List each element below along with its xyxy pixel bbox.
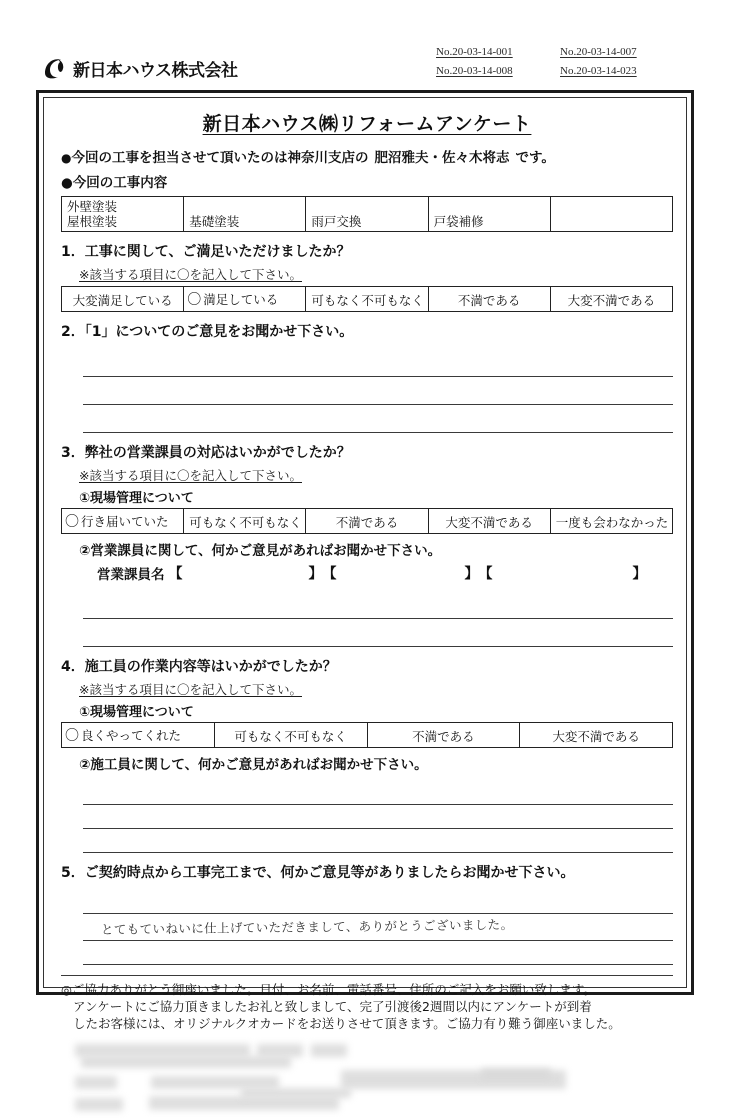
sales-staff-name-field[interactable] xyxy=(169,563,323,583)
work-content-cell xyxy=(428,197,550,232)
circle-mark-icon: 〇 xyxy=(187,293,202,308)
circle-mark-icon: 〇 xyxy=(65,515,79,530)
bullet-icon: ● xyxy=(61,151,72,165)
bracket-open: 【 xyxy=(478,566,493,582)
question-3-heading: 3．弊社の営業課員の対応はいかがでしたか？ xyxy=(61,445,351,461)
question-4-heading: 4．施工員の作業内容等はいかがでしたか？ xyxy=(61,659,337,675)
redaction-block xyxy=(481,1068,551,1080)
sales-staff-name-label: 営業課員名 xyxy=(97,567,165,583)
q1-option[interactable] xyxy=(62,287,184,312)
question-3-options-table xyxy=(61,508,673,534)
redaction-block xyxy=(241,1088,351,1098)
question-3-sub2-heading: ②営業課員に関して、何かご意見があればお聞かせ下さい。 xyxy=(79,543,442,559)
q1-option[interactable] xyxy=(550,287,672,312)
company-logo xyxy=(42,55,238,81)
intro-text-before: 今回の工事を担当させて頂いたのは神奈川支店の xyxy=(71,150,369,166)
question-1-options-table xyxy=(61,286,673,312)
circle-mark-icon: 〇 xyxy=(65,729,79,744)
q4-option-label: 可もなく不可もなく xyxy=(234,729,347,744)
answer-line[interactable] xyxy=(83,890,673,914)
redaction-block xyxy=(75,1098,123,1111)
q1-option[interactable] xyxy=(428,287,550,312)
q3-option-label: 一度も会わなかった xyxy=(555,515,669,530)
q3-option[interactable] xyxy=(550,509,672,534)
answer-line[interactable] xyxy=(83,405,673,433)
work-cell-line2: 基礎塗装 xyxy=(189,214,240,229)
question-4-note: ※該当する項目に〇を記入して下さい。 xyxy=(79,682,302,697)
redaction-block xyxy=(75,1076,117,1089)
sales-staff-name-field[interactable] xyxy=(479,563,647,583)
q1-option-label: 可もなく不可もなく xyxy=(311,293,424,308)
answer-line[interactable] xyxy=(83,377,673,405)
question-2-answer-area[interactable] xyxy=(83,349,673,433)
work-cell-line1: 外壁塗装 xyxy=(67,199,118,214)
redaction-block xyxy=(81,1056,291,1068)
redaction-block xyxy=(149,1096,339,1110)
answer-line[interactable] xyxy=(83,941,673,965)
work-content-table xyxy=(61,196,673,232)
q1-option-selected[interactable] xyxy=(184,287,306,312)
work-content-cell xyxy=(306,197,428,232)
q4-option[interactable] xyxy=(367,723,520,748)
q3-option[interactable] xyxy=(428,509,550,534)
bracket-close: 】 xyxy=(632,566,647,582)
notice-line-1: ◎ご協力ありがとう御座いました。日付、お名前、電話番号、住所のご記入をお願い致します。 xyxy=(61,982,596,997)
question-5-answer-area[interactable] xyxy=(83,890,673,965)
q3-option[interactable] xyxy=(306,509,428,534)
q1-option-label: 大変満足している xyxy=(72,293,173,308)
sales-staff-name-field[interactable] xyxy=(323,563,479,583)
survey-sheet xyxy=(36,90,694,1031)
question-4-answer-area[interactable] xyxy=(83,781,673,853)
notice-line-3: したお客様には、オリジナルクオカードをお送りさせて頂きます。ご協力有り難う御座いました。 xyxy=(73,1016,621,1031)
doc-number: No.20-03-14-001 xyxy=(436,46,513,58)
question-3-sub1-heading: ①現場管理について xyxy=(79,491,194,506)
intro-text-after: です。 xyxy=(515,150,555,166)
bracket-open: 【 xyxy=(322,566,337,582)
sales-staff-name-row xyxy=(97,563,673,583)
swirl-logo-icon xyxy=(42,55,68,81)
answer-line-filled[interactable] xyxy=(83,914,673,941)
work-cell-line2: 雨戸交換 xyxy=(311,214,362,229)
company-name: 新日本ハウス株式会社 xyxy=(73,60,238,81)
q1-option-label: 大変不満である xyxy=(567,293,656,308)
work-content-cell xyxy=(184,197,306,232)
q3-option-label: 不満である xyxy=(335,515,399,530)
q4-option[interactable] xyxy=(214,723,367,748)
answer-line[interactable] xyxy=(83,805,673,829)
question-3-note: ※該当する項目に〇を記入して下さい。 xyxy=(79,468,302,483)
redacted-personal-info xyxy=(61,1042,673,1118)
q3-option-selected[interactable] xyxy=(62,509,184,534)
question-4-options-table xyxy=(61,722,673,748)
page-header xyxy=(0,0,730,92)
question-5-heading: 5．ご契約時点から工事完工まで、何かご意見等がありましたらお聞かせ下さい。 xyxy=(61,865,575,881)
q4-option-selected[interactable] xyxy=(62,723,215,748)
answer-line[interactable] xyxy=(83,591,673,619)
q4-option-label: 不満である xyxy=(412,729,475,744)
question-1-heading: 1．工事に関して、ご満足いただけましたか？ xyxy=(61,244,351,260)
intro-line xyxy=(61,146,673,166)
answer-line[interactable] xyxy=(83,349,673,377)
bracket-close: 】 xyxy=(464,566,479,582)
handwritten-answer: とてもていねいに仕上げていただきまして、ありがとうございました。 xyxy=(100,916,514,938)
question-2-heading: 2．「1」についてのご意見をお聞かせ下さい。 xyxy=(61,324,354,340)
q3-option-label: 大変不満である xyxy=(445,515,533,530)
footer-notice xyxy=(61,981,673,1032)
work-content-heading: ●今回の工事内容 xyxy=(61,175,168,191)
q3-option-label: 行き届いていた xyxy=(81,514,169,529)
q1-option-label: 不満である xyxy=(457,293,521,308)
doc-number: No.20-03-14-007 xyxy=(560,46,637,58)
bracket-close: 】 xyxy=(308,566,323,582)
work-content-cell xyxy=(62,197,184,232)
q4-option-label: 良くやってくれた xyxy=(81,728,182,743)
document-numbers xyxy=(436,46,684,77)
work-content-cell-empty xyxy=(550,197,672,232)
question-4-sub1-heading: ①現場管理について xyxy=(79,705,194,720)
notice-line-2: アンケートにご協力頂きましたお礼と致しまして、完了引渡後2週間以内にアンケートが到着 xyxy=(73,999,592,1014)
question-4-sub2-heading: ②施工員に関して、何かご意見があればお聞かせ下さい。 xyxy=(79,757,428,773)
q4-option-label: 大変不満である xyxy=(552,729,640,744)
q4-option[interactable] xyxy=(520,723,673,748)
q3-option-label: 可もなく不可もなく xyxy=(189,515,302,530)
question-3-answer-area[interactable] xyxy=(83,591,673,647)
q3-option[interactable] xyxy=(184,509,306,534)
doc-number: No.20-03-14-008 xyxy=(436,65,513,77)
work-cell-line2: 屋根塗装 xyxy=(67,214,118,229)
answer-line[interactable] xyxy=(83,829,673,853)
redaction-block xyxy=(311,1044,347,1057)
page-title: 新日本ハウス㈱リフォームアンケート xyxy=(202,113,532,135)
question-1-note: ※該当する項目に〇を記入して下さい。 xyxy=(79,267,302,282)
q1-option[interactable] xyxy=(306,287,428,312)
notice-separator xyxy=(61,975,673,976)
doc-number: No.20-03-14-023 xyxy=(560,65,637,77)
intro-staff-names: 肥沼雅夫・佐々木将志 xyxy=(374,150,510,166)
work-cell-line2: 戸袋補修 xyxy=(433,214,484,229)
answer-line[interactable] xyxy=(83,619,673,647)
bracket-open: 【 xyxy=(168,566,183,582)
answer-line[interactable] xyxy=(83,781,673,805)
q1-option-label: 満足している xyxy=(203,292,279,307)
